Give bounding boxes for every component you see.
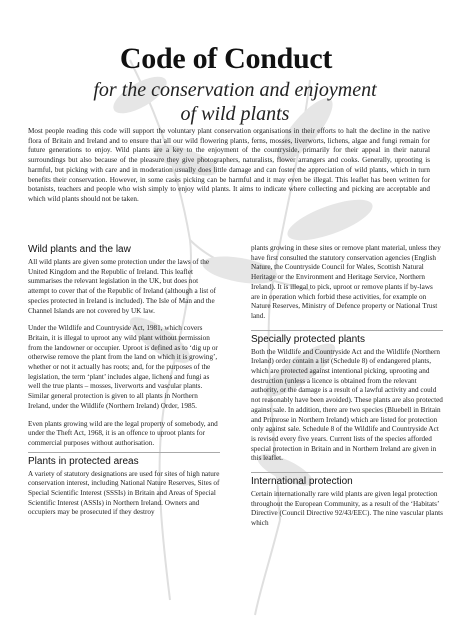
heading-plants-in-protected-areas: Plants in protected areas — [28, 452, 220, 468]
heading-international-protection: International protection — [251, 472, 443, 488]
paragraph: Both the Wildlife and Countryside Act and the Wildlife (Northern Ireland) order contain a list (Schedule 8) of endangered plants, which are protected against intentional picking, uprooting and destruction (unless a licence is obtained from the relevant authority, or the damage is a result of a lawful activity and could not reasonably have been avoided). These plants are also protected against sale. In addition, there are two species (Bluebell in Britain and Primrose in Northern Ireland) which are listed for protection only against sale. Schedule 8 of the Wildlife and Countryside Act is revised every five years. Current lists of the species afforded special protection in Britain and in Northern Ireland are given in this leaflet. — [251, 347, 443, 463]
paragraph: A variety of statutory designations are used for sites of high nature conservation interest, including National Nature Reserves, Sites of Special Scientific Interest (SSSIs) in Britain and Areas of Special Scientific Interest (ASSIs) in Northern Ireland. Owners and occupiers may be prosecuted if they destroy — [28, 469, 220, 517]
subtitle-line-2: of wild plants — [180, 103, 290, 125]
heading-specially-protected-plants: Specially protected plants — [251, 330, 443, 346]
page-title: Code of Conduct — [119, 42, 333, 75]
page-subtitle — [60, 78, 410, 126]
left-column — [28, 244, 220, 526]
paragraph: All wild plants are given some protection under the laws of the United Kingdom and the Republic of Ireland. This leaflet summarises the relevant legislation in the UK, but does not attempt to cover that of the Republic of Ireland (although a list of species protected in Ireland is included). The Isle of Man and the Channel Islands are not covered by UK law. — [28, 258, 217, 315]
right-column — [251, 244, 443, 537]
paragraph: Even plants growing wild are the legal property of somebody, and under the Theft Act, 1968, it is an offence to uproot plants for commercial purposes without authorisation. — [28, 419, 218, 447]
subtitle-line-1: for the conservation and enjoyment — [93, 79, 377, 101]
intro-paragraph: Most people reading this code will support the voluntary plant conservation organisations in their efforts to halt the decline in the native flora of Britain and Ireland and to ensure that all our wild flowering plants, ferns, mosses, liverworts, lichens, algae and fungi remain for future generations to enjoy. Wild plants are a key to the enjoyment of the countryside, primarily for their appeal in their natural surroundings but also because of the pleasure they give photographers, naturalists, flower arrangers and cooks. Generally, uprooting is harmful, but picking with care and in moderation usually does little damage and can foster the appreciation of wild plants, which in turn benefits their conservation. However, in some cases picking can be harmful and it may even be illegal. This leaflet has been written for botanists, teachers and people who wish simply to enjoy wild plants. It aims to indicate where collecting and picking are acceptable and which wild plants should not be taken. — [28, 127, 430, 203]
paragraph: plants growing in these sites or remove plant material, unless they have first consulted the statutory conservation agencies (English Nature, the Countryside Council for Wales, Scottish Natural Heritage or the Environment and Heritage Service, Northern Ireland). It is illegal to pick, uproot or remove plants if by-laws are in operation which forbid these activities, for example on Nature Reserves, Ministry of Defence property or National Trust land. — [251, 244, 441, 320]
paragraph: Certain internationally rare wild plants are given legal protection throughout the European Community, as a result of the ‘Habitats’ Directive (Council Directive 92/43/EEC). The nine vascular plants which — [251, 490, 443, 528]
paragraph: Under the Wildlife and Countryside Act, 1981, which covers Britain, it is illegal to uproot any wild plant without permission from the landowner or occupier. Uproot is defined as to ‘dig up or otherwise remove the plant from the land on which it is growing’, whether or not it actually has roots; and, for the purposes of the legislation, the term ‘plant’ includes algae, lichens and fungi as well the true plants – mosses, liverworts and vascular plants. Similar general protection is given to all plants in Northern Ireland, under the Wildlife (Northern Ireland) Order, 1985. — [28, 324, 218, 410]
heading-wild-plants-and-the-law: Wild plants and the law — [28, 244, 131, 255]
